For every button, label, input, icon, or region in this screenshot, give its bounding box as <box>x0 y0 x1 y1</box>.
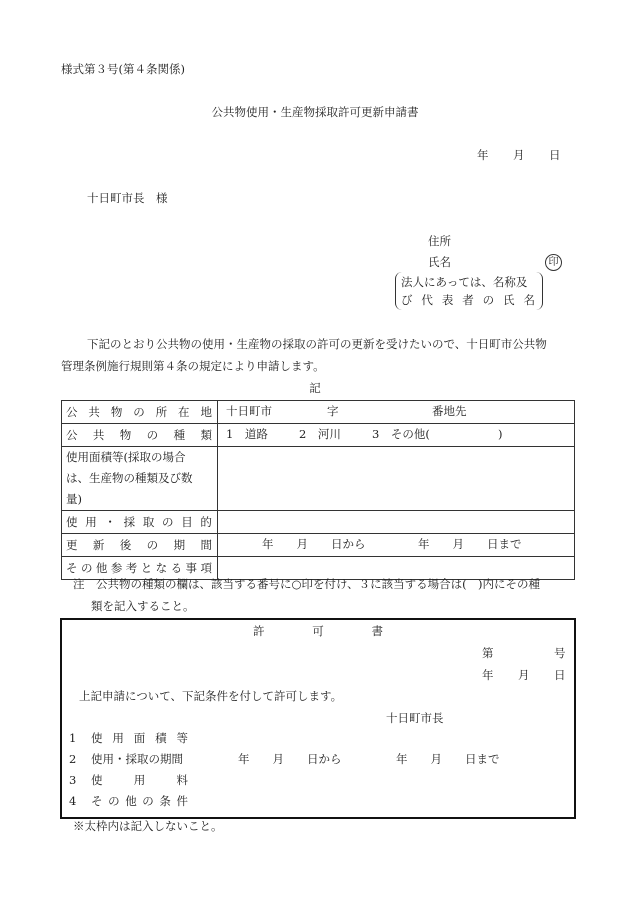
permit-item3-label-char: 使 <box>91 773 103 787</box>
period-label-char: 更 <box>66 538 78 552</box>
type-option-road: 1 道路 <box>226 427 268 441</box>
permit-item2-label: 使用・採取の期間 <box>91 752 183 766</box>
purpose-label-char: の <box>162 515 174 529</box>
area-label-line3: 量) <box>66 492 82 506</box>
footer-note: ※太枠内は記入しないこと。 <box>73 819 223 833</box>
date-year: 年 <box>477 148 489 162</box>
permit-item1-num: 1 <box>69 731 77 745</box>
corporation-note-line2-char: 氏 <box>503 293 515 307</box>
table-row <box>62 511 575 534</box>
type-label-char: 種 <box>173 428 186 442</box>
corporation-note-line2-char: 代 <box>421 293 433 307</box>
corporation-note-line2-char: 名 <box>523 293 535 307</box>
purpose-label-char: 使 <box>66 515 78 529</box>
other-label <box>66 560 212 576</box>
type-label-char: 公 <box>66 428 78 442</box>
period-label-cell <box>62 534 218 557</box>
permit-item3-label-char: 料 <box>176 773 188 787</box>
location-city: 十日町市 <box>226 404 272 418</box>
permit-item1-label <box>91 733 188 745</box>
date-day: 日 <box>549 148 561 162</box>
period-label <box>66 537 212 553</box>
permit-item4-label-char: の <box>142 794 154 808</box>
type-option-river: 2 河川 <box>299 427 341 441</box>
table-row <box>62 534 575 557</box>
permit-box <box>60 618 576 819</box>
date-month: 月 <box>513 148 525 162</box>
location-label-cell <box>62 401 218 424</box>
corporation-note <box>395 272 543 310</box>
permit-item2-from: 年 月 日から <box>238 752 342 766</box>
corporation-note-line2-char: 者 <box>462 293 474 307</box>
other-label-char: 考 <box>125 561 138 575</box>
type-label-cell <box>62 424 218 447</box>
location-label <box>66 404 212 420</box>
area-label-line1: 使用面積等(採取の場合 <box>66 450 186 464</box>
purpose-label-char: ・ <box>104 515 116 529</box>
period-label-char: 期 <box>173 538 186 552</box>
permit-item3-num: 3 <box>69 773 77 787</box>
permit-day: 日 <box>554 668 566 682</box>
location-label-char: 共 <box>88 405 100 419</box>
period-to: 年 月 日まで <box>418 537 522 551</box>
period-value-cell[interactable] <box>218 534 575 557</box>
seal-mark: 印 <box>545 254 562 271</box>
type-label-char: 類 <box>200 428 212 442</box>
document-title: 公共物使用・生産物採取許可更新申請書 <box>211 105 419 119</box>
permit-item1-label-char: 面 <box>133 731 146 745</box>
other-label-char: 項 <box>200 561 212 575</box>
corporation-note-line2-char: び <box>401 293 413 307</box>
location-value-cell[interactable] <box>218 401 575 424</box>
location-label-char: 公 <box>66 405 78 419</box>
application-table <box>61 400 575 580</box>
corporation-note-line2-char: 表 <box>441 293 454 307</box>
permit-item2-to: 年 月 日まで <box>396 752 500 766</box>
other-label-char: と <box>140 561 153 575</box>
other-label-char: そ <box>66 561 78 575</box>
table-row <box>62 401 575 424</box>
body-text-line2: 管理条例施行規則第４条の規定により申請します。 <box>61 359 325 373</box>
permit-item4-label-char: の <box>108 794 120 808</box>
permit-item4-label <box>91 796 188 808</box>
ki-label: 記 <box>309 381 321 395</box>
other-label-char: 事 <box>185 561 197 575</box>
permit-item4-label-char: 条 <box>159 794 171 808</box>
corporation-note-line2-char: の <box>482 293 495 307</box>
purpose-label-char: 採 <box>123 515 136 529</box>
area-label-cell <box>62 447 218 511</box>
permit-mayor: 十日町市長 <box>386 711 444 725</box>
body-text-line1: 下記のとおり公共物の使用・生産物の採取の許可の更新を受けたいので、十日町市公共物 <box>87 337 547 351</box>
location-banchi: 番地先 <box>432 404 467 418</box>
purpose-label-cell <box>62 511 218 534</box>
other-label-char: な <box>155 561 168 575</box>
period-label-char: の <box>146 538 159 552</box>
type-label-char: 共 <box>92 428 105 442</box>
type-option-other-close: ) <box>498 427 503 441</box>
corporation-note-line1: 法人にあっては、名称及 <box>401 275 528 289</box>
location-label-char: の <box>133 405 145 419</box>
name-label: 氏名 <box>428 255 451 269</box>
type-option-other: 3 その他( <box>372 427 430 441</box>
permit-title-char: 許 <box>253 624 265 638</box>
other-label-char: る <box>170 561 183 575</box>
location-label-char: 在 <box>178 405 190 419</box>
permit-go: 号 <box>554 646 566 660</box>
addressee: 十日町市長 様 <box>87 191 168 205</box>
table-row <box>62 447 575 511</box>
permit-month: 月 <box>518 668 530 682</box>
note-line1: 注 公共物の種類の欄は、該当する番号に○印を付け、３に該当する場合は( )内にその種 <box>73 577 541 591</box>
permit-item1-label-char: 積 <box>155 731 167 745</box>
other-label-char: 他 <box>95 561 108 575</box>
type-value-cell[interactable] <box>218 424 575 447</box>
address-label: 住所 <box>428 234 451 248</box>
permit-item2-num: 2 <box>69 752 77 766</box>
purpose-label <box>66 514 212 530</box>
location-label-char: 所 <box>155 405 168 419</box>
location-label-char: 物 <box>110 405 123 419</box>
permit-title-char: 書 <box>371 624 383 638</box>
purpose-label-char: 用 <box>85 515 97 529</box>
permit-item4-label-char: 他 <box>125 794 137 808</box>
location-aza: 字 <box>327 404 339 418</box>
permit-dai: 第 <box>482 646 494 660</box>
permit-title-char: 可 <box>312 624 324 638</box>
period-label-char: 間 <box>200 538 212 552</box>
permit-item1-label-char: 使 <box>91 731 103 745</box>
permit-item4-label-char: そ <box>91 794 103 808</box>
type-label <box>66 427 212 443</box>
permit-year: 年 <box>482 668 494 682</box>
permit-item4-label-char: 件 <box>176 794 188 808</box>
purpose-label-char: 的 <box>200 515 212 529</box>
period-label-char: 新 <box>92 538 105 552</box>
table-row <box>62 424 575 447</box>
area-label-line2: は、生産物の種類及び数 <box>66 471 193 485</box>
type-label-char: 物 <box>119 428 132 442</box>
corporation-note-line2 <box>401 295 535 307</box>
period-from: 年 月 日から <box>262 537 366 551</box>
form-number: 様式第３号(第４条関係) <box>61 62 185 76</box>
purpose-value-cell[interactable] <box>218 511 575 534</box>
permit-item1-label-char: 用 <box>112 731 124 745</box>
permit-item1-label-char: 等 <box>176 731 188 745</box>
period-label-char: 後 <box>119 538 132 552</box>
type-label-char: の <box>146 428 159 442</box>
other-label-char: 参 <box>110 561 123 575</box>
other-label-char: の <box>80 561 93 575</box>
permit-item4-num: 4 <box>69 794 77 808</box>
note-line2: 類を記入すること。 <box>91 599 195 613</box>
permit-item3-label <box>91 775 188 787</box>
purpose-label-char: 取 <box>142 515 155 529</box>
permit-title <box>253 626 383 638</box>
area-value-cell[interactable] <box>218 447 575 511</box>
permit-text: 上記申請について、下記条件を付して許可します。 <box>79 689 343 703</box>
permit-item3-label-char: 用 <box>133 773 146 787</box>
purpose-label-char: 目 <box>181 515 193 529</box>
location-label-char: 地 <box>200 405 212 419</box>
